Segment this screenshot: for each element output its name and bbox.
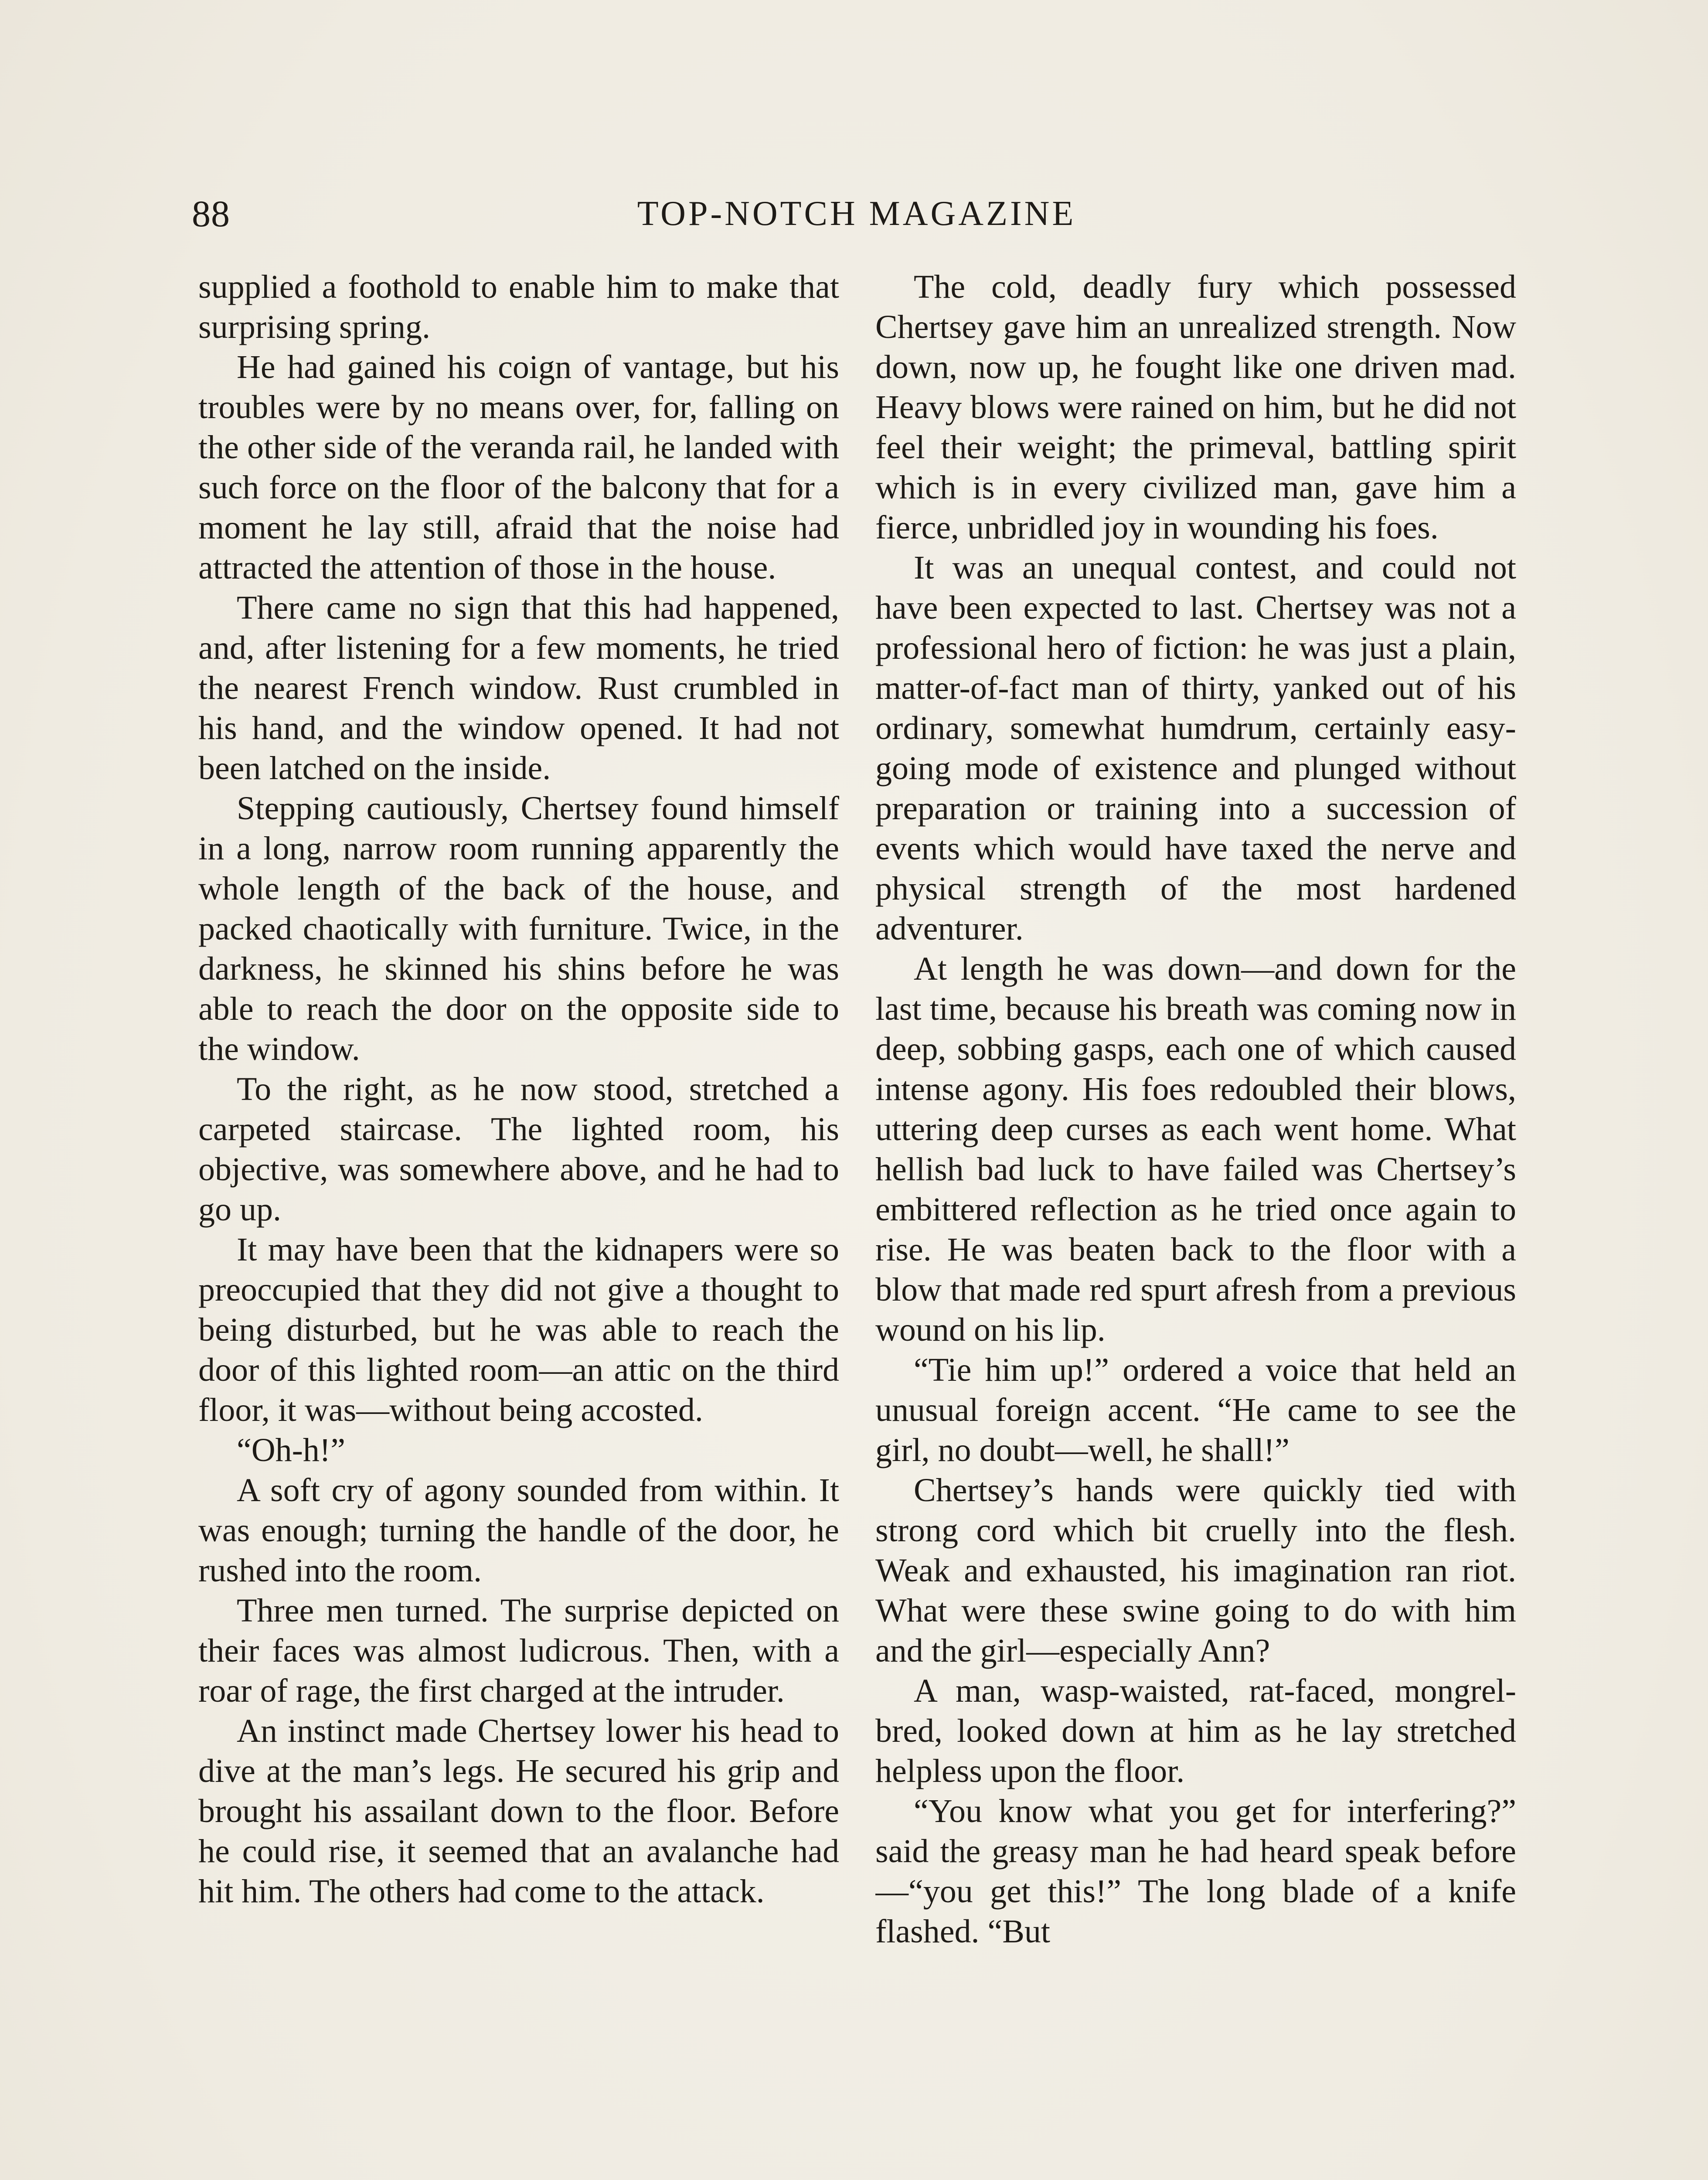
left-column [198, 267, 839, 2180]
paragraph: To the right, as he now stood, stretched a carpeted staircase. The lighted room, his objective, was somewhere above, and he had to go up. [198, 1071, 839, 1228]
paragraph: “Tie him up!” ordered a voice that held an unusual foreign accent. “He came to see the girl, no doubt—well, he shall!” [875, 1352, 1516, 1468]
paragraph: “You know what you get for interfering?” said the greasy man he had heard speak before—“you get this!” The long blade of a knife flashed. “But [875, 1793, 1516, 1950]
paragraph: At length he was down—and down for the last time, because his breath was coming now in deep, sobbing gasps, each one of which caused intense agony. His foes redoubled their blows, uttering deep curses as each went home. What hellish bad luck to have failed was Chertsey’s embittered reflection as he tried once again to rise. He was beaten back to the floor with a blow that made red spurt afresh from a previous wound on his lip. [875, 950, 1516, 1348]
paragraph: A soft cry of agony sounded from within. It was enough; turning the handle of the door, he rushed into the room. [198, 1472, 839, 1589]
paragraph: The cold, deadly fury which possessed Chertsey gave him an unrealized strength. Now down, now up, he fought like one driven mad. Heavy blows were rained on him, but he did not feel their weight; the primeval, battling spirit which is in every civilized man, gave him a fierce, unbridled joy in wounding his foes. [875, 269, 1516, 546]
paragraph: Chertsey’s hands were quickly tied with strong cord which bit cruelly into the flesh. Weak and exhausted, his imagination ran riot. What were these swine going to do with him and the girl—especially Ann? [875, 1472, 1516, 1669]
paragraph: An instinct made Chertsey lower his head to dive at the man’s legs. He secured his grip and brought his assailant down to the floor. Before he could rise, it seemed that an avalanche had hit him. The others had come to the attack. [198, 1713, 839, 1910]
paragraph: supplied a foothold to enable him to make that surprising spring. [198, 269, 839, 345]
paragraph: It was an unequal contest, and could not have been expected to last. Chertsey was not a professional hero of fiction: he was just a plain, matter-of-fact man of thirty, yanked out of his ordinary, somewhat humdrum, certainly easy-going mode of existence and plunged without preparation or training into a succession of events which would have taxed the nerve and physical strength of the most hardened adventurer. [875, 549, 1516, 947]
paragraph: A man, wasp-waisted, rat-faced, mongrel-bred, looked down at him as he lay stretched helpless upon the floor. [875, 1672, 1516, 1789]
paragraph: It may have been that the kidnapers were so preoccupied that they did not give a thought to being disturbed, but he was able to reach the door of this lighted room—an attic on the third floor, it was—without being accosted. [198, 1231, 839, 1428]
paragraph: Three men turned. The surprise depicted on their faces was almost ludicrous. Then, with a roar of rage, the first charged at the intruder. [198, 1592, 839, 1709]
running-head: TOP-NOTCH MAGAZINE [637, 194, 1076, 233]
page-number: 88 [192, 193, 230, 235]
paragraph: He had gained his coign of vantage, but his troubles were by no means over, for, falling on the other side of the veranda rail, he landed with such force on the floor of the balcony that for a moment he lay still, afraid that the noise had attracted the attention of those in the house. [198, 349, 839, 586]
paragraph: Stepping cautiously, Chertsey found himself in a long, narrow room running apparently the whole length of the back of the house, and packed chaotically with furniture. Twice, in the darkness, he skinned his shins before he was able to reach the door on the opposite side to the window. [198, 790, 839, 1067]
paragraph: There came no sign that this had happened, and, after listening for a few moments, he tried the nearest French window. Rust crumbled in his hand, and the window opened. It had not been latched on the inside. [198, 589, 839, 787]
paragraph: “Oh-h!” [237, 1432, 345, 1468]
right-column [875, 267, 1516, 2180]
page-header [192, 187, 1521, 240]
